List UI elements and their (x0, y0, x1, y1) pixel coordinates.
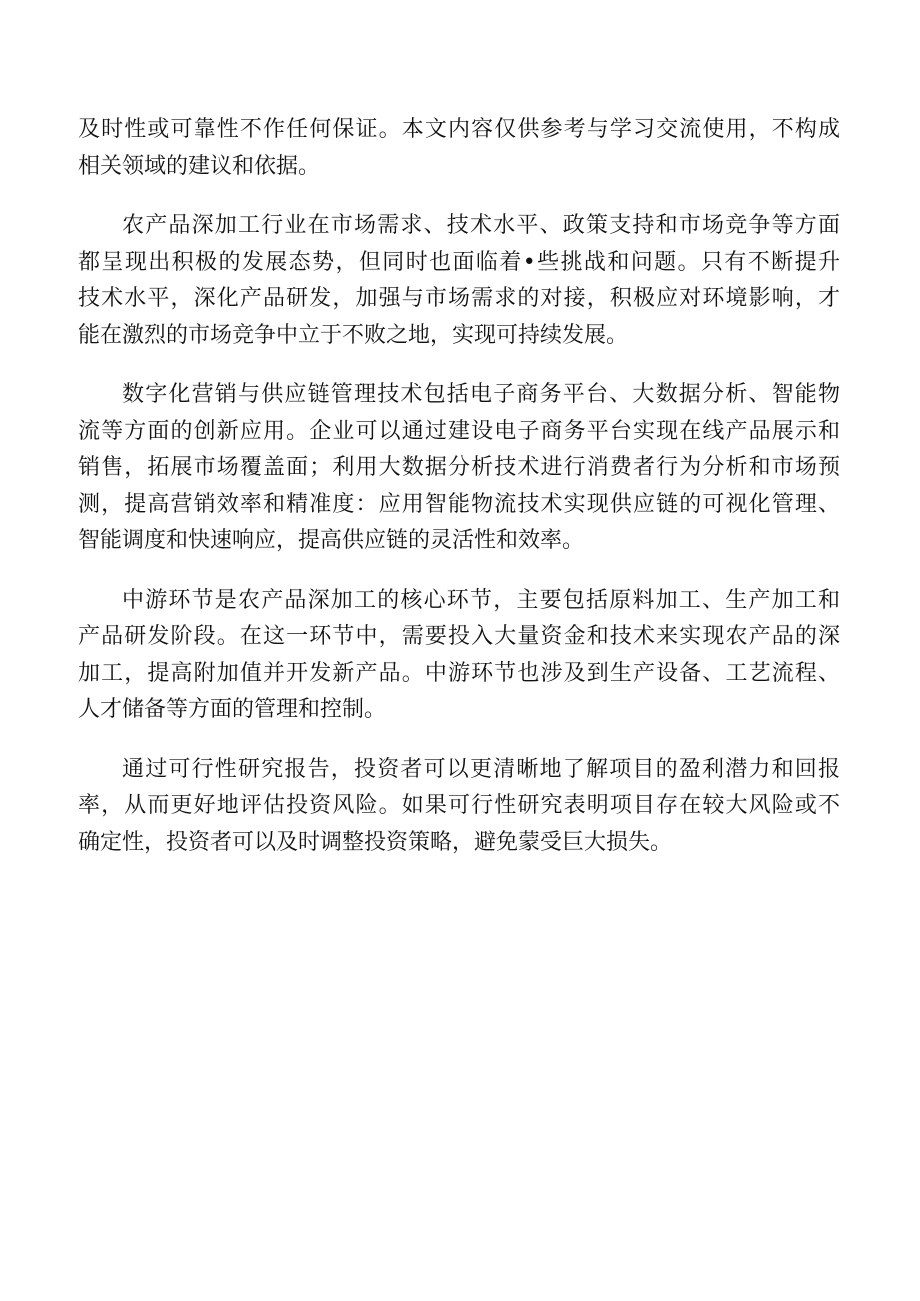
text-line: 相关领域的建议和依据。 (78, 153, 321, 179)
text-line: 产品研发阶段。在这一环节中，需要投入大量资金和技术来实现农产品的深 (78, 624, 840, 649)
text-line: 通过可行性研究报告，投资者可以更清晰地了解项目的盈利潜力和回报 (122, 756, 840, 782)
text-line: 测，提高营销效率和精准度：应用智能物流技术实现供应链的可视化管理、 (78, 491, 840, 517)
text-line: 能在激烈的市场竞争中立于不败之地，实现可持续发展。 (78, 322, 629, 348)
text-line: 中游环节是农产品深加工的核心环节，主要包括原料加工、生产加工和 (122, 587, 840, 613)
paragraph-feasibility (78, 752, 840, 862)
text-line: 技术水平，深化产品研发，加强与市场需求的对接，积极应对环境影响，才 (78, 286, 840, 311)
text-line: 流等方面的创新应用。企业可以通过建设电子商务平台实现在线产品展示和 (78, 418, 840, 444)
text-line: 农产品深加工行业在市场需求、技术水平、政策支持和市场竞争等方面 (122, 213, 840, 238)
text-line: 及时性或可靠性不作任何保证。本文内容仅供参考与学习交流使用，不构成 (78, 117, 840, 142)
text-line: 加工，提高附加值并开发新产品。中游环节也涉及到生产设备、工艺流程、 (78, 660, 840, 686)
text-line: 人才储备等方面的管理和控制。 (78, 697, 387, 722)
text-line: 率，从而更好地评估投资风险。如果可行性研究表明项目存在较大风险或不 (78, 793, 840, 818)
text-line: 确定性，投资者可以及时调整投资策略，避免蒙受巨大损失。 (78, 829, 673, 855)
paragraph-disclaimer-continuation (78, 112, 840, 185)
document-body (78, 112, 840, 884)
text-line: 销售，拓展市场覆盖面；利用大数据分析技术进行消费者行为分析和市场预 (78, 455, 840, 480)
paragraph-midstream (78, 583, 840, 729)
paragraph-digital-marketing (78, 377, 840, 560)
text-line: 都呈现出积极的发展态势，但同时也面临着•些挑战和问题。只有不断提升 (78, 249, 840, 275)
paragraph-industry-outlook (78, 208, 840, 354)
text-line: 数字化营销与供应链管理技术包括电子商务平台、大数据分析、智能物 (122, 382, 840, 407)
text-line: 智能调度和快速响应，提高供应链的灵活性和效率。 (78, 528, 585, 553)
